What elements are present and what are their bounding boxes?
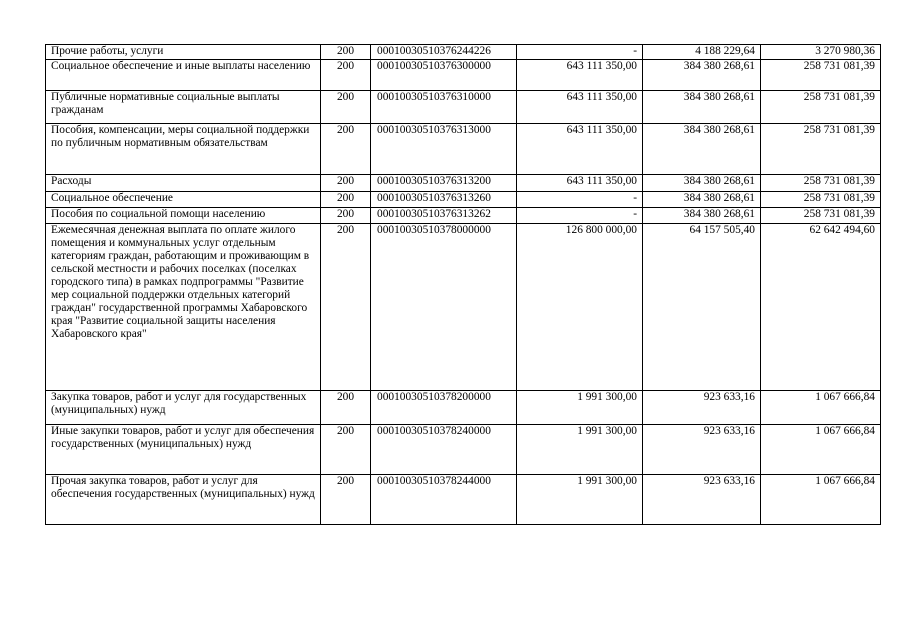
row-line-code: 200: [321, 224, 371, 391]
row-classification-code: 00010030510378240000: [371, 425, 517, 475]
row-line-code: 200: [321, 60, 371, 91]
row-approved-amount: 643 111 350,00: [517, 60, 643, 91]
table-row: [46, 192, 881, 208]
row-approved-amount: 643 111 350,00: [517, 124, 643, 175]
row-line-code: 200: [321, 475, 371, 525]
row-classification-code: 00010030510376300000: [371, 60, 517, 91]
table-row: [46, 224, 881, 391]
row-name: Расходы: [46, 175, 321, 192]
row-name: Социальное обеспечение: [46, 192, 321, 208]
row-remaining-amount: 258 731 081,39: [761, 208, 881, 224]
row-approved-amount: 1 991 300,00: [517, 425, 643, 475]
row-classification-code: 00010030510376313000: [371, 124, 517, 175]
row-remaining-amount: 258 731 081,39: [761, 175, 881, 192]
row-executed-amount: 384 380 268,61: [643, 208, 761, 224]
row-line-code: 200: [321, 124, 371, 175]
row-name: Пособия, компенсации, меры социальной поддержки по публичным нормативным обязательствам: [46, 124, 321, 175]
row-approved-amount: 643 111 350,00: [517, 91, 643, 124]
row-line-code: 200: [321, 175, 371, 192]
row-remaining-amount: 258 731 081,39: [761, 91, 881, 124]
row-executed-amount: 384 380 268,61: [643, 192, 761, 208]
row-name: Ежемесячная денежная выплата по оплате жилого помещения и коммунальных услуг отдельным категориям граждан, работающим и проживающим в сельской местности и рабочих поселках (поселках городского типа) в рамках подпрограммы "Развитие мер социальной поддержки отдельных категорий граждан" государственной программы Хабаровского края "Развитие социальной защиты населения Хабаровского края": [46, 224, 321, 391]
row-executed-amount: 923 633,16: [643, 475, 761, 525]
table-row: [46, 124, 881, 175]
row-line-code: 200: [321, 45, 371, 60]
row-line-code: 200: [321, 425, 371, 475]
row-name: Закупка товаров, работ и услуг для государственных (муниципальных) нужд: [46, 391, 321, 425]
row-remaining-amount: 258 731 081,39: [761, 60, 881, 91]
row-classification-code: 00010030510376310000: [371, 91, 517, 124]
row-approved-amount: -: [517, 208, 643, 224]
row-remaining-amount: 258 731 081,39: [761, 124, 881, 175]
row-executed-amount: 923 633,16: [643, 425, 761, 475]
row-classification-code: 00010030510376244226: [371, 45, 517, 60]
row-executed-amount: 4 188 229,64: [643, 45, 761, 60]
row-executed-amount: 384 380 268,61: [643, 91, 761, 124]
table-row: [46, 45, 881, 60]
row-approved-amount: 1 991 300,00: [517, 391, 643, 425]
row-executed-amount: 384 380 268,61: [643, 124, 761, 175]
row-approved-amount: 1 991 300,00: [517, 475, 643, 525]
row-classification-code: 00010030510378000000: [371, 224, 517, 391]
row-executed-amount: 64 157 505,40: [643, 224, 761, 391]
table-row: [46, 91, 881, 124]
table-row: [46, 60, 881, 91]
row-name: Прочая закупка товаров, работ и услуг для обеспечения государственных (муниципальных) нужд: [46, 475, 321, 525]
row-classification-code: 00010030510376313262: [371, 208, 517, 224]
row-approved-amount: 126 800 000,00: [517, 224, 643, 391]
row-approved-amount: -: [517, 192, 643, 208]
table-row: [46, 425, 881, 475]
table-row: [46, 208, 881, 224]
row-executed-amount: 384 380 268,61: [643, 60, 761, 91]
row-name: Публичные нормативные социальные выплаты гражданам: [46, 91, 321, 124]
row-name: Иные закупки товаров, работ и услуг для обеспечения государственных (муниципальных) нужд: [46, 425, 321, 475]
table-row: [46, 391, 881, 425]
row-line-code: 200: [321, 391, 371, 425]
row-remaining-amount: 3 270 980,36: [761, 45, 881, 60]
row-line-code: 200: [321, 208, 371, 224]
row-name: Социальное обеспечение и иные выплаты населению: [46, 60, 321, 91]
row-executed-amount: 384 380 268,61: [643, 175, 761, 192]
budget-execution-table: [45, 44, 881, 525]
table-row: [46, 175, 881, 192]
row-approved-amount: -: [517, 45, 643, 60]
row-classification-code: 00010030510376313200: [371, 175, 517, 192]
row-remaining-amount: 258 731 081,39: [761, 192, 881, 208]
row-line-code: 200: [321, 91, 371, 124]
row-line-code: 200: [321, 192, 371, 208]
row-classification-code: 00010030510376313260: [371, 192, 517, 208]
row-remaining-amount: 62 642 494,60: [761, 224, 881, 391]
row-classification-code: 00010030510378200000: [371, 391, 517, 425]
row-remaining-amount: 1 067 666,84: [761, 425, 881, 475]
row-classification-code: 00010030510378244000: [371, 475, 517, 525]
table-row: [46, 475, 881, 525]
row-name: Прочие работы, услуги: [46, 45, 321, 60]
row-remaining-amount: 1 067 666,84: [761, 391, 881, 425]
row-name: Пособия по социальной помощи населению: [46, 208, 321, 224]
row-remaining-amount: 1 067 666,84: [761, 475, 881, 525]
row-approved-amount: 643 111 350,00: [517, 175, 643, 192]
row-executed-amount: 923 633,16: [643, 391, 761, 425]
